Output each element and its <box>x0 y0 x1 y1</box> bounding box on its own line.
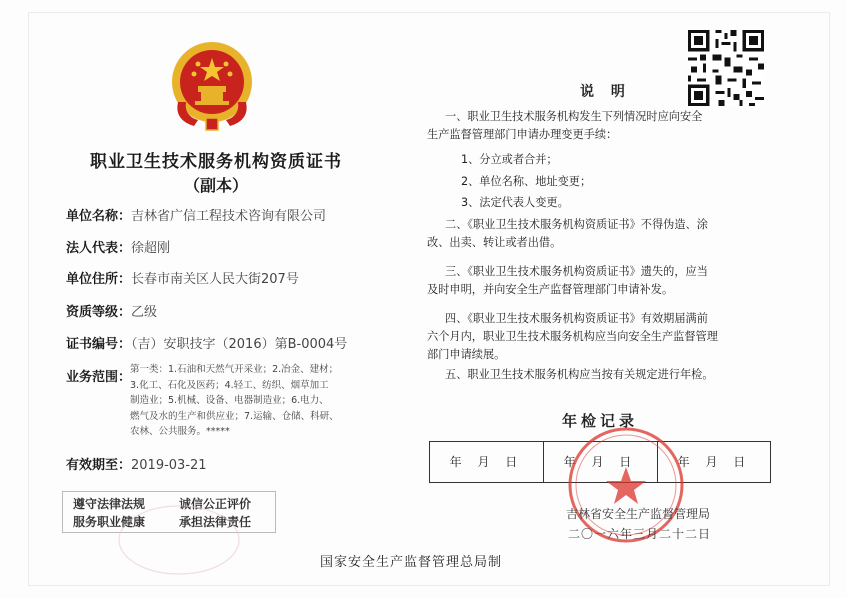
instruction-line: 部门申请续展。 <box>427 348 506 361</box>
field-certificate-number <box>66 333 347 352</box>
instruction-line: 三、《职业卫生技术服务机构资质证书》遗失的，应当 <box>445 265 708 278</box>
slogan-text: 遵守法律法规 <box>73 497 146 511</box>
field-address <box>66 268 299 287</box>
field-label: 资质等级： <box>66 305 132 320</box>
instruction-paragraph <box>427 310 773 364</box>
issuer-footer: 国家安全生产监督管理总局制 <box>320 555 503 570</box>
business-scope-label: 业务范围： <box>66 370 132 385</box>
instruction-line: 四、《职业卫生技术服务机构资质证书》有效期届满前 <box>445 312 708 325</box>
field-value: 吉林省广信工程技术咨询有限公司 <box>131 209 327 224</box>
slogan-text: 服务职业健康 <box>73 515 146 529</box>
issuing-authority: 吉林省安全生产监督管理局 <box>566 507 711 521</box>
field-qualification-grade <box>66 301 157 320</box>
instruction-line: 二、《职业卫生技术服务机构资质证书》不得伪造、涂 <box>445 218 708 231</box>
instruction-line: 及时申明，并向安全生产监督管理部门申请补发。 <box>427 283 674 296</box>
certificate-title: 职业卫生技术服务机构资质证书 <box>90 152 342 172</box>
inspection-date-cell: 年 月 日 <box>449 455 524 469</box>
instruction-line: 一、职业卫生技术服务机构发生下列情况时应向安全 <box>445 110 703 123</box>
qr-code-icon[interactable] <box>688 30 764 106</box>
scope-line: 燃气及水的生产和供应业；7.运输、仓储、科研、 <box>130 410 339 422</box>
instruction-line: 六个月内，职业卫生技术服务机构应当向安全生产监督管理 <box>427 330 718 343</box>
certificate-subtitle: （副本） <box>183 176 248 195</box>
inspection-date-cell: 年 月 日 <box>677 455 752 469</box>
field-legal-representative <box>66 237 170 256</box>
instruction-item: 1、分立或者合并； <box>461 153 558 166</box>
slogan-text: 承担法律责任 <box>179 515 252 529</box>
field-validity <box>66 454 207 473</box>
slogan-text: 诚信公正评价 <box>179 497 252 511</box>
instruction-paragraph <box>427 263 773 299</box>
field-label: 有效期至： <box>66 458 132 473</box>
national-emblem-icon <box>168 36 256 132</box>
scope-line: 3.化工、石化及医药；4.轻工、纺织、烟草加工 <box>130 379 329 391</box>
annual-inspection-title: 年检记录 <box>562 412 639 430</box>
instruction-item: 2、单位名称、地址变更； <box>461 175 592 188</box>
business-scope-text <box>130 362 362 440</box>
instruction-paragraph <box>427 366 773 384</box>
field-value: 徐超刚 <box>131 241 171 256</box>
field-label: 单位名称： <box>66 209 132 224</box>
field-label: 证书编号： <box>66 337 132 352</box>
field-value: 乙级 <box>131 305 158 320</box>
inspection-date-cell: 年 月 日 <box>563 455 638 469</box>
faint-stamp-icon <box>104 490 254 580</box>
instruction-line: 生产监督管理部门申请办理变更手续： <box>427 128 618 141</box>
scope-line: 农林、公共服务。***** <box>130 426 230 437</box>
scope-line: 第一类：1.石油和天然气开采业；2.冶金、建材； <box>130 364 339 375</box>
issue-date: 二〇一六年三月二十二日 <box>568 527 712 541</box>
field-value: 长春市南关区人民大街207号 <box>131 272 299 287</box>
field-value: （吉）安职技字（2016）第B-0004号 <box>131 337 348 352</box>
scope-line: 制造业；5.机械、设备、电器制造业；6.电力、 <box>130 395 329 406</box>
field-label: 法人代表： <box>66 241 132 256</box>
instructions-title: 说 明 <box>580 84 631 100</box>
field-value: 2019-03-21 <box>131 458 207 473</box>
instruction-item: 3、法定代表人变更。 <box>461 196 569 209</box>
instruction-paragraph <box>427 216 773 252</box>
field-label: 单位住所： <box>66 272 132 287</box>
field-company-name <box>66 205 326 224</box>
instruction-line: 改、出卖、转让或者出借。 <box>427 236 562 249</box>
instruction-paragraph <box>427 108 773 144</box>
instruction-line: 五、职业卫生技术服务机构应当按有关规定进行年检。 <box>445 368 714 381</box>
